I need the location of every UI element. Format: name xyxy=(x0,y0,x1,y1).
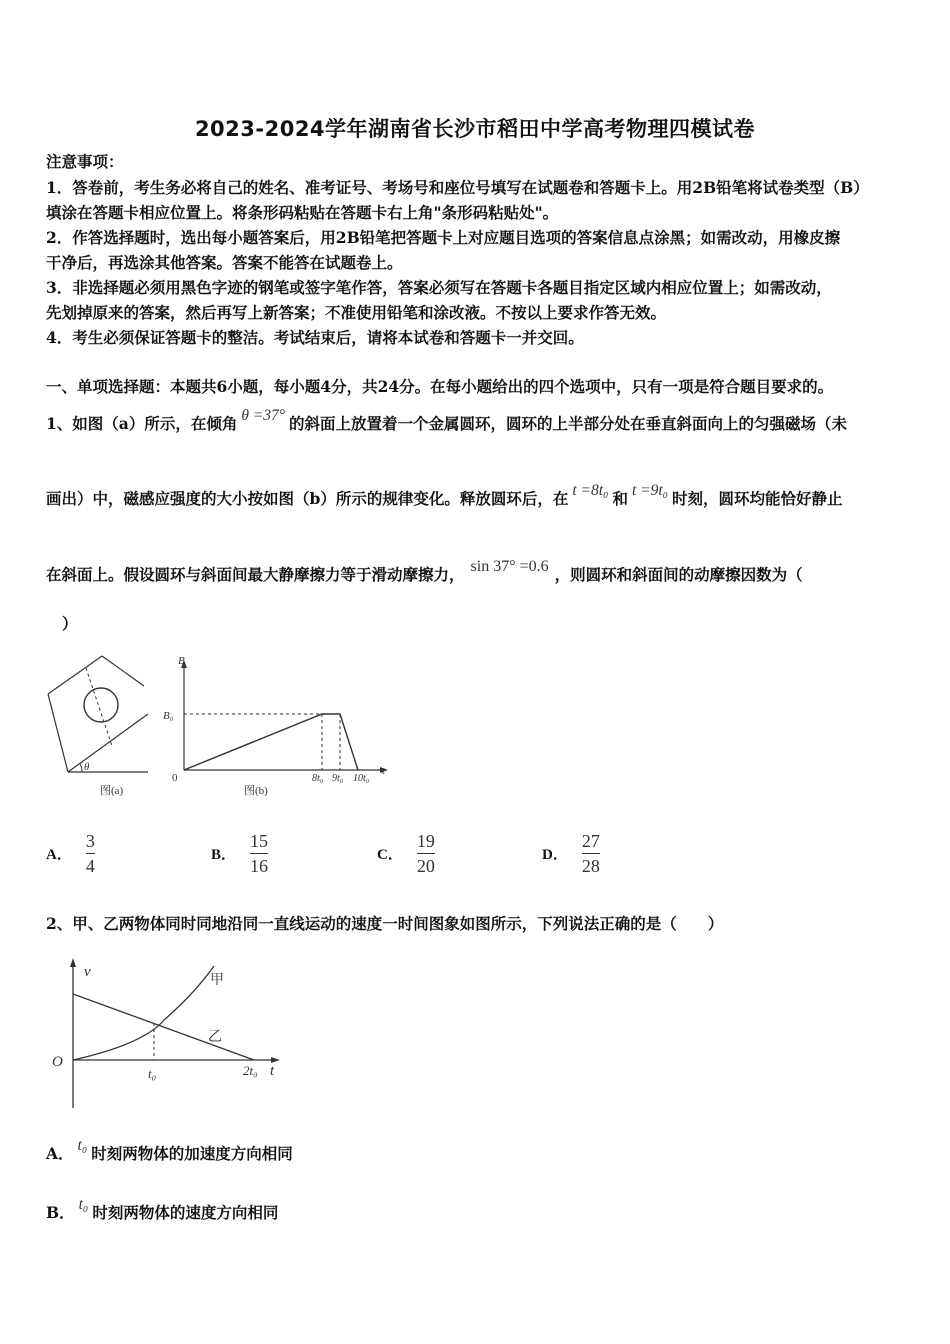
figure-a xyxy=(42,648,152,800)
t2-formula: t =9t₀ xyxy=(631,482,669,499)
yi-line xyxy=(73,994,254,1060)
q2-option-a-text: 时刻两物体的加速度方向相同 xyxy=(91,1144,293,1163)
option-a-fraction xyxy=(86,830,95,877)
two-t0-tick: 2t₀ xyxy=(243,1063,258,1078)
q1-text-3a: 在斜面上。假设圆环与斜面间最大静摩擦力等于滑动摩擦力， xyxy=(46,565,465,584)
v-label: v xyxy=(84,964,91,980)
notice-heading: 注意事项： xyxy=(46,152,124,171)
q1-line-2 xyxy=(46,482,843,510)
b0-label: B₀ xyxy=(163,710,174,722)
q1-option-d[interactable] xyxy=(542,830,600,877)
q2-option-a-formula: t₀ xyxy=(77,1137,88,1154)
figure-b xyxy=(160,648,390,800)
q1-option-c[interactable] xyxy=(377,830,435,877)
option-c-denominator: 20 xyxy=(416,856,435,876)
notice-line-3: 2．作答选择题时，选出每小题答案后，用2B铅笔把答题卡上对应题目选项的答案信息点涂黑；如需改动，用橡皮擦 xyxy=(46,228,841,247)
incline-surface xyxy=(68,714,148,772)
fig-a-caption: 图(a) xyxy=(100,785,124,797)
theta-label: θ xyxy=(84,761,90,773)
theta-formula: θ =37° xyxy=(241,407,285,424)
angle-arc xyxy=(80,764,82,772)
q1-text-3b: ，则圆环和斜面间的动摩擦因数为（ xyxy=(554,565,803,584)
notice-line-6: 先划掉原来的答案，然后再写上新答案；不准使用铅笔和涂改液。不按以上要求作答无效。 xyxy=(46,303,667,322)
option-d-fraction xyxy=(582,830,600,877)
tick-9t0: 9t₀ xyxy=(332,773,344,784)
fig-b-caption: 图(b) xyxy=(244,785,268,797)
b-curve xyxy=(184,714,358,770)
field-boundary-right xyxy=(102,656,144,686)
q1-option-b[interactable] xyxy=(211,830,268,877)
field-boundary-top xyxy=(48,656,102,694)
metal-ring xyxy=(84,688,118,722)
sin-formula: sin 37° =0.6 xyxy=(470,558,549,575)
option-a-denominator: 4 xyxy=(85,856,95,876)
option-d-numerator: 27 xyxy=(581,831,600,851)
t-axis-label: t xyxy=(382,765,386,777)
time-label: t xyxy=(270,1063,275,1079)
option-c-numerator: 19 xyxy=(416,831,435,851)
q2-option-b-text: 时刻两物体的速度方向相同 xyxy=(92,1203,279,1222)
field-dashed-line xyxy=(86,668,112,746)
q1-text-2a: 画出）中，磁感应强度的大小按如图（b）所示的规律变化。释放圆环后，在 xyxy=(46,489,569,508)
q1-option-a[interactable] xyxy=(46,830,95,877)
notice-line-5: 3．非选择题必须用黑色字迹的钢笔或签字笔作答，答案必须写在答题卡各题目指定区域内相应位置上；如需改动， xyxy=(46,278,832,297)
origin-label: 0 xyxy=(172,772,178,784)
q1-line-4: ） xyxy=(62,614,78,633)
q1-line-1 xyxy=(46,407,848,435)
q1-text-and: 和 xyxy=(612,489,628,508)
option-b-denominator: 16 xyxy=(250,856,269,876)
b-axis-label: B xyxy=(178,655,185,667)
page-title: 2023-2024学年湖南省长沙市稻田中学高考物理四模试卷 xyxy=(194,117,756,141)
notice-line-4: 干净后，再选涂其他答案。答案不能答在试题卷上。 xyxy=(46,253,403,272)
option-d-denominator: 28 xyxy=(581,856,600,876)
q1-text-1b: 的斜面上放置着一个金属圆环，圆环的上半部分处在垂直斜面向上的匀强磁场（未 xyxy=(289,414,848,433)
q1-text-2b: 时刻，圆环均能恰好静止 xyxy=(672,489,843,508)
option-a-label: A． xyxy=(46,847,72,863)
q2-stem: 2、甲、乙两物体同时同地沿同一直线运动的速度一时间图象如图所示，下列说法正确的是（ ） xyxy=(46,914,724,933)
jia-curve xyxy=(73,966,214,1060)
tick-8t0: 8t₀ xyxy=(312,773,324,784)
q2-option-b-formula: t₀ xyxy=(78,1196,89,1213)
q2-option-a-label: A． xyxy=(46,1144,74,1163)
option-b-numerator: 15 xyxy=(250,831,269,851)
option-c-fraction xyxy=(417,830,435,877)
tick-10t0: 10t₀ xyxy=(353,773,370,784)
incline-edge xyxy=(48,694,68,772)
origin-o-label: O xyxy=(52,1054,63,1070)
jia-label: 甲 xyxy=(210,973,224,988)
option-b-label: B． xyxy=(211,847,237,863)
option-b-fraction xyxy=(250,830,268,877)
option-a-numerator: 3 xyxy=(85,831,95,851)
t1-formula: t =8t₀ xyxy=(572,482,609,499)
q2-option-b[interactable] xyxy=(46,1196,279,1224)
option-c-label: C． xyxy=(377,847,403,863)
figure-vt xyxy=(44,954,294,1114)
v-axis-arrow xyxy=(70,958,76,967)
yi-label: 乙 xyxy=(208,1030,222,1045)
q2-option-b-label: B． xyxy=(46,1203,75,1222)
option-d-label: D． xyxy=(542,847,568,863)
q1-line-3 xyxy=(46,558,803,586)
section-heading: 一、单项选择题：本题共6小题，每小题4分，共24分。在每小题给出的四个选项中，只有一项是符合题目要求的。 xyxy=(46,377,834,396)
notice-line-1: 1．答卷前，考生务必将自己的姓名、准考证号、考场号和座位号填写在试题卷和答题卡上。用2B铅笔将试卷类型（B） xyxy=(46,178,869,197)
q1-text-1a: 1、如图（a）所示，在倾角 xyxy=(46,414,238,433)
t0-tick: t₀ xyxy=(148,1066,157,1081)
notice-line-2: 填涂在答题卡相应位置上。将条形码粘贴在答题卡右上角"条形码粘贴处"。 xyxy=(46,203,559,222)
q2-option-a[interactable] xyxy=(46,1137,293,1165)
notice-line-7: 4．考生必须保证答题卡的整洁。考试结束后，请将本试卷和答题卡一并交回。 xyxy=(46,328,584,347)
